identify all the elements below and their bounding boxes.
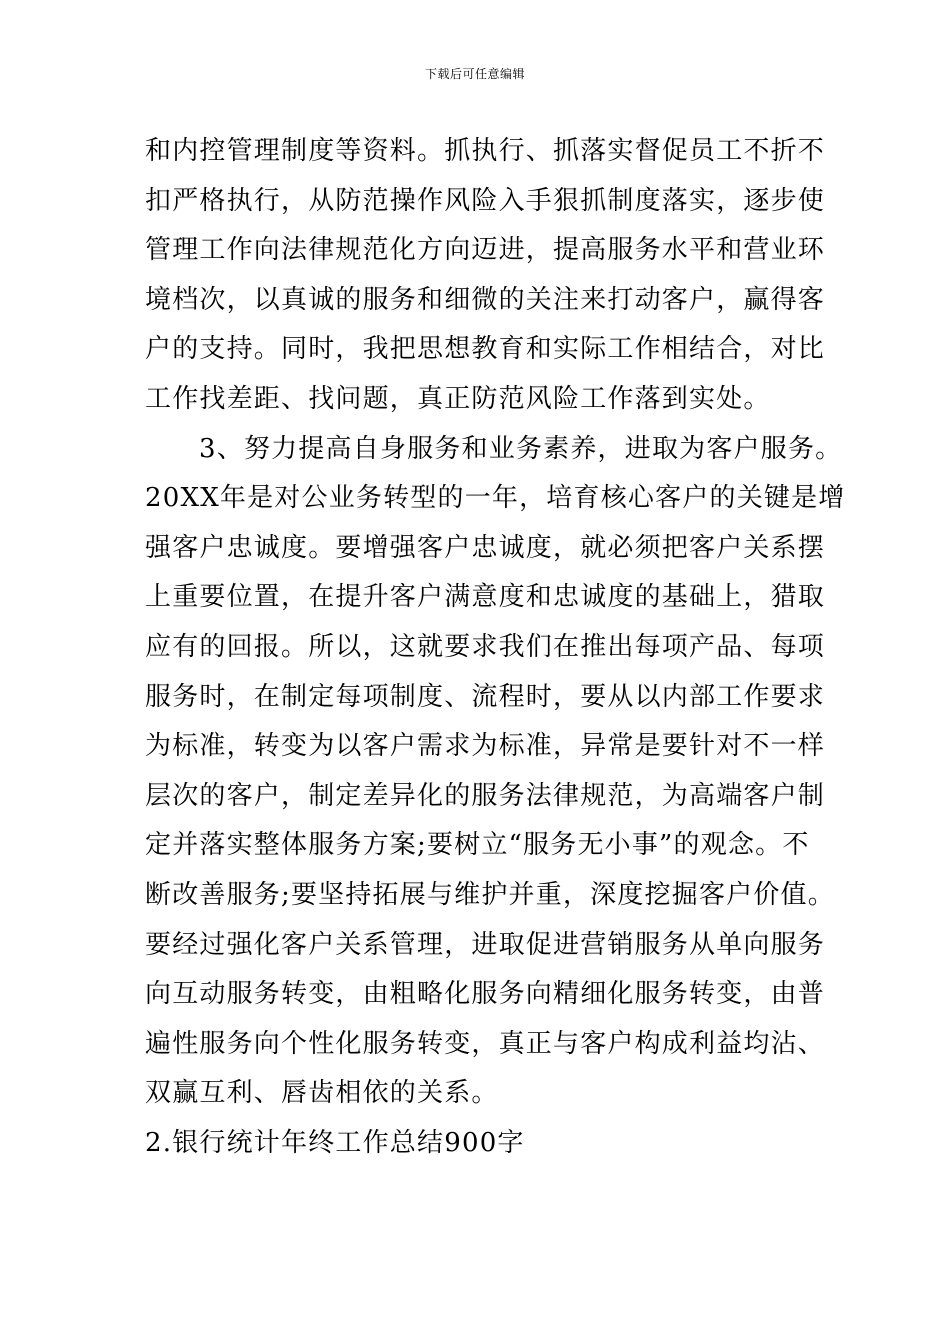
paragraph-line: 3、努力提高自身服务和业务素养，进取为客户服务。 — [199, 433, 843, 464]
paragraph-line: 定并落实整体服务方案;要树立“服务无小事”的观念。不 — [145, 830, 810, 861]
paragraph-line: 层次的客户，制定差异化的服务法律规范，为高端客户制 — [145, 780, 826, 811]
document-body — [145, 127, 846, 1168]
paragraph-line: 为标准，转变为以客户需求为标准，异常是要针对不一样 — [145, 731, 826, 762]
paragraph-line: 工作找差距、找问题，真正防范风险工作落到实处。 — [145, 383, 771, 414]
paragraph-line: 和内控管理制度等资料。抓执行、抓落实督促员工不折不 — [145, 136, 826, 166]
paragraph-line: 应有的回报。所以，这就要求我们在推出每项产品、每项 — [145, 631, 826, 662]
paragraph-line: 断改善服务;要坚持拓展与维护并重，深度挖掘客户价值。 — [145, 879, 835, 910]
paragraph-line: 境档次，以真诚的服务和细微的关注来打动客户，赢得客 — [145, 284, 826, 315]
paragraph-line: 强客户忠诚度。要增强客户忠诚度，就必须把客户关系摆 — [145, 532, 826, 563]
paragraph-line: 遍性服务向个性化服务转变，真正与客户构成利益均沾、 — [145, 1028, 826, 1059]
paragraph-line: 向互动服务转变，由粗略化服务向精细化服务转变，由普 — [145, 979, 826, 1010]
section-heading: 2.银行统计年终工作总结900字 — [145, 1127, 525, 1158]
paragraph-line: 要经过强化客户关系管理，进取促进营销服务从单向服务 — [145, 929, 826, 960]
paragraph-line: 20XX年是对公业务转型的一年，培育核心客户的关键是增 — [145, 483, 846, 514]
paragraph-line: 服务时，在制定每项制度、流程时，要从以内部工作要求 — [145, 681, 826, 712]
paragraph-line: 户的支持。同时，我把思想教育和实际工作相结合，对比 — [145, 334, 826, 365]
page-header: 下载后可任意编辑 — [424, 67, 525, 81]
paragraph-line: 扣严格执行，从防范操作风险入手狠抓制度落实，逐步使 — [145, 185, 826, 216]
paragraph-line: 双赢互利、唇齿相依的关系。 — [145, 1078, 499, 1109]
paragraph-line: 上重要位置，在提升客户满意度和忠诚度的基础上，猎取 — [145, 582, 826, 613]
paragraph-line: 管理工作向法律规范化方向迈进，提高服务水平和营业环 — [145, 235, 826, 266]
